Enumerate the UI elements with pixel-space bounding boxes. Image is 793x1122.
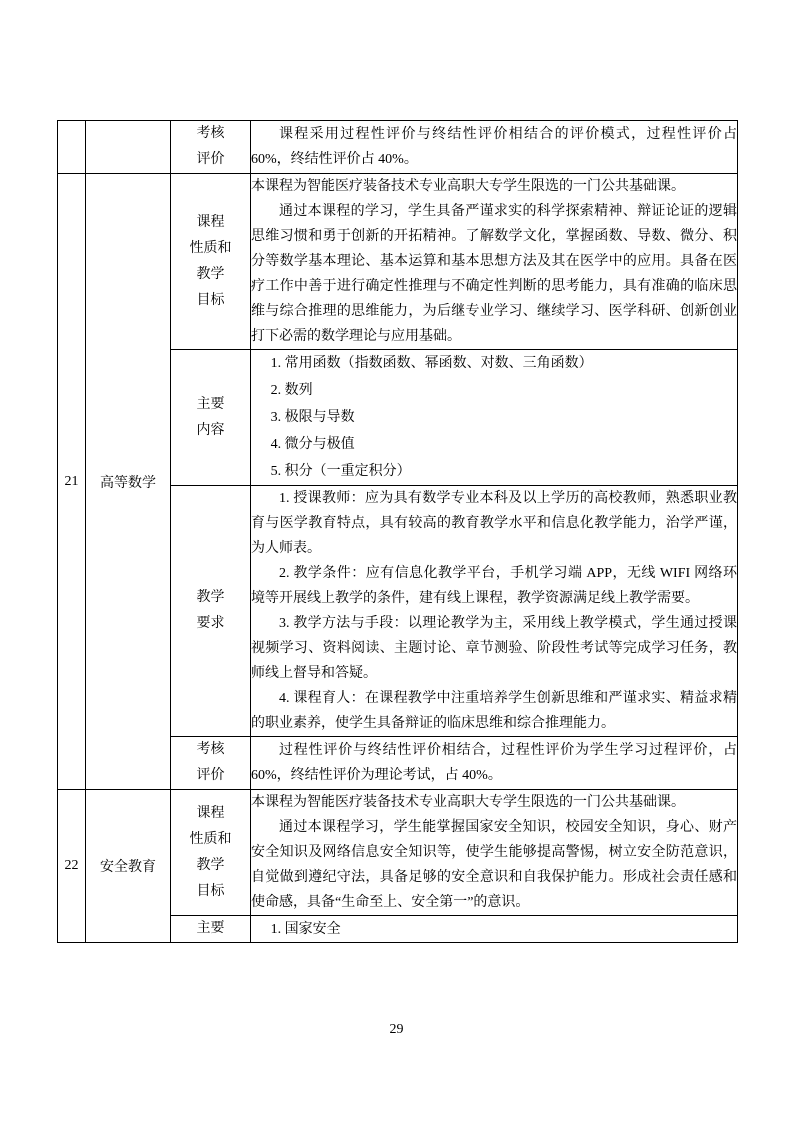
paragraph: 1. 国家安全: [270, 921, 341, 937]
section-label: 考核: [196, 742, 225, 757]
course-name-cell: 安全教育: [86, 790, 171, 943]
paragraph: 本课程为智能医疗装备技术专业高职大专学生限选的一门公共基础课。: [251, 795, 685, 810]
section-label: 评价: [196, 152, 225, 167]
paragraph: 2. 数列: [270, 383, 313, 398]
course-name-cell: [86, 121, 171, 174]
section-label: 内容: [196, 422, 225, 438]
section-label: 性质和: [189, 240, 232, 256]
course-no-cell: 22: [58, 790, 86, 943]
section-label: 评价: [196, 768, 225, 783]
section-label: 要求: [196, 616, 225, 631]
section-label-cell: [171, 121, 251, 174]
paragraph: 4. 课程育人：在课程教学中注重培养学生创新思维和严谨求实、精益求精的职业素养，使学生具备辩证的临床思维和综合推理能力。: [251, 691, 737, 731]
section-label-cell: [171, 737, 251, 790]
paragraph: 5. 积分（一重定积分）: [270, 464, 411, 479]
paragraph: 通过本课程的学习，学生具备严谨求实的科学探索精神、辩证论证的逻辑思维习惯和勇于创新的开拓精神。了解数学文化，掌握函数、导数、微分、积分等数学基本理论、基本运算和基本思想方法及其在医学中的应用。具备在医疗工作中善于进行确定性推理与不确定性判断的思考能力，具有准确的临床思维与综合推理的思维能力，为后继专业学习、继续学习、医学科研、创新创业打下必需的数学理论与应用基础。: [251, 204, 737, 344]
section-label: 性质和: [189, 831, 232, 847]
paragraph: 通过本课程学习，学生能掌握国家安全知识，校园安全知识，身心、财产安全知识及网络信息安全知识等，使学生能够提高警惕，树立安全防范意识，自觉做到遵纪守法，具备足够的安全意识和自我保护能力。形成社会责任感和使命感，具备“生命至上、安全第一”的意识。: [251, 820, 737, 910]
section-label: 考核: [196, 126, 225, 141]
section-content-cell: [251, 121, 738, 174]
section-content-cell: [251, 350, 738, 486]
course-no-cell: [58, 121, 86, 174]
paragraph: 1. 授课教师：应为具有数学专业本科及以上学历的高校教师，熟悉职业教育与医学教育特点，具有较高的教育教学水平和信息化教学能力，治学严谨，为人师表。: [251, 491, 737, 556]
section-label-cell: [171, 790, 251, 916]
paragraph: 3. 教学方法与手段：以理论教学为主，采用线上教学模式，学生通过授课视频学习、资料阅读、主题讨论、章节测验、阶段性考试等完成学习任务，教师线上督导和答疑。: [251, 616, 737, 681]
paragraph: 课程采用过程性评价与终结性评价相结合的评价模式，过程性评价占 60%，终结性评价占 40%。: [251, 127, 737, 167]
course-name-cell: 高等数学: [86, 174, 171, 790]
paragraph: 过程性评价与终结性评价相结合，过程性评价为学生学习过程评价，占 60%，终结性评价为理论考试，占 40%。: [251, 743, 737, 783]
section-content-cell: [251, 486, 738, 737]
course-no-cell: 21: [58, 174, 86, 790]
table-row-continued: [58, 121, 738, 174]
section-label: 课程: [196, 214, 225, 230]
paragraph: 本课程为智能医疗装备技术专业高职大专学生限选的一门公共基础课。: [251, 179, 685, 194]
section-label-cell: [171, 916, 251, 943]
course-table: [57, 120, 738, 943]
table-row: [58, 174, 738, 350]
paragraph: 1. 常用函数（指数函数、幂函数、对数、三角函数）: [270, 356, 593, 371]
section-label: 教学: [196, 590, 225, 605]
section-content-cell: [251, 737, 738, 790]
paragraph: 4. 微分与极值: [270, 437, 355, 452]
section-label: 主要: [196, 396, 225, 412]
table-row: [58, 790, 738, 916]
section-content-cell: [251, 174, 738, 350]
section-label: 目标: [196, 883, 225, 899]
section-label: 教学: [196, 266, 225, 282]
section-label: 课程: [196, 805, 225, 821]
section-label: 教学: [196, 857, 225, 873]
page-number: 29: [389, 1022, 404, 1037]
section-label-cell: [171, 486, 251, 737]
paragraph: 2. 教学条件：应有信息化教学平台，手机学习端 APP，无线 WIFI 网络环境等开展线上教学的条件，建有线上课程，教学资源满足线上教学需要。: [251, 566, 737, 606]
course-table-body: [58, 121, 738, 943]
section-content-cell: [251, 916, 738, 943]
section-content-cell: [251, 790, 738, 916]
paragraph: 3. 极限与导数: [270, 410, 355, 425]
section-label-cell: [171, 174, 251, 350]
section-label: 主要: [196, 921, 225, 936]
section-label: 目标: [196, 292, 225, 308]
section-label-cell: [171, 350, 251, 486]
